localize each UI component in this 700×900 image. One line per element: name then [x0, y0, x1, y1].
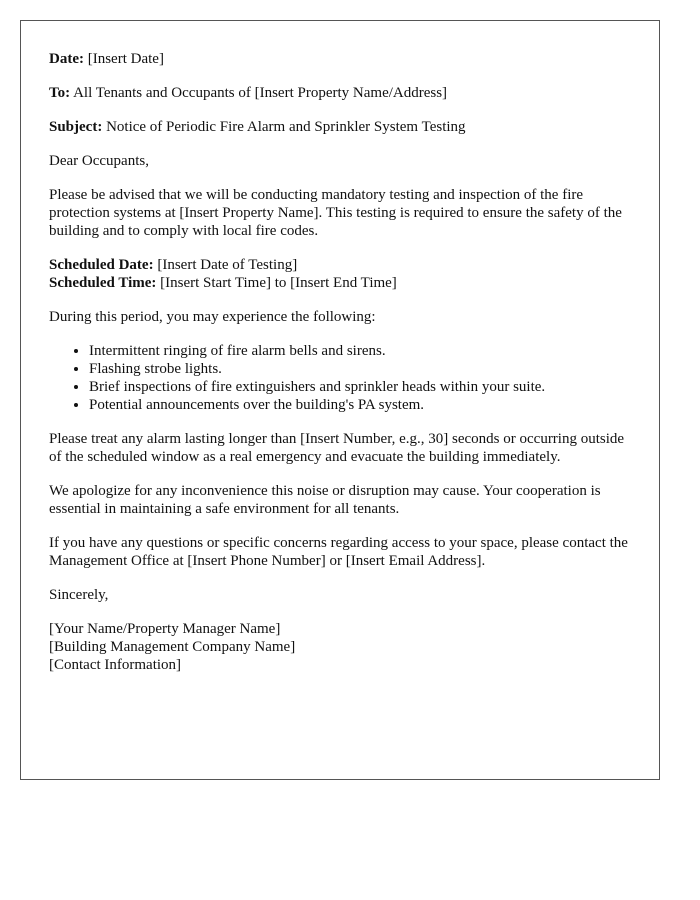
- subject-label: Subject:: [49, 119, 103, 135]
- letter-document: [20, 20, 660, 780]
- date-line: [49, 50, 631, 68]
- subject-value: Notice of Periodic Fire Alarm and Sprinkler System Testing: [106, 119, 466, 135]
- list-item: • Intermittent ringing of fire alarm bells and sirens.: [89, 342, 631, 360]
- to-label: To:: [49, 85, 71, 101]
- questions-paragraph: If you have any questions or specific concerns regarding access to your space, please contact the Management Office at [Insert Phone Number] or [Insert Email Address].: [49, 535, 628, 569]
- signature-contact: [Contact Information]: [49, 657, 182, 673]
- closing: Sincerely,: [49, 587, 109, 603]
- list-item: • Potential announcements over the building's PA system.: [89, 396, 631, 414]
- signature-name: [Your Name/Property Manager Name]: [49, 621, 281, 637]
- list-item: • Flashing strobe lights.: [89, 360, 631, 378]
- alarm-note-paragraph: Please treat any alarm lasting longer than [Insert Number, e.g., 30] seconds or occurring outside of the scheduled window as a real emergency and evacuate the building immediately.: [49, 431, 625, 465]
- scheduled-time-label: Scheduled Time:: [49, 275, 157, 291]
- signature-block: [49, 620, 631, 674]
- date-label: Date:: [49, 51, 84, 67]
- intro-paragraph: Please be advised that we will be conducting mandatory testing and inspection of the fire protection systems at [Insert Property Name]. This testing is required to ensure the safety of the building and to comply with local fire codes.: [49, 187, 622, 239]
- during-intro: During this period, you may experience the following:: [49, 309, 376, 325]
- to-value: All Tenants and Occupants of [Insert Property Name/Address]: [73, 85, 448, 101]
- subject-line: [49, 118, 631, 136]
- date-value: [Insert Date]: [87, 51, 164, 67]
- scheduled-time-line: [49, 274, 631, 292]
- scheduled-time-value: [Insert Start Time] to [Insert End Time]: [160, 275, 397, 291]
- effects-list: [49, 342, 631, 414]
- signature-company: [Building Management Company Name]: [49, 639, 296, 655]
- schedule-block: [49, 256, 631, 292]
- salutation: Dear Occupants,: [49, 153, 149, 169]
- list-item: • Brief inspections of fire extinguishers and sprinkler heads within your suite.: [89, 378, 631, 396]
- apology-paragraph: We apologize for any inconvenience this noise or disruption may cause. Your cooperation is essential in maintaining a safe environment for all tenants.: [49, 483, 601, 517]
- to-line: [49, 84, 631, 102]
- scheduled-date-label: Scheduled Date:: [49, 257, 154, 273]
- scheduled-date-line: [49, 256, 631, 274]
- scheduled-date-value: [Insert Date of Testing]: [157, 257, 298, 273]
